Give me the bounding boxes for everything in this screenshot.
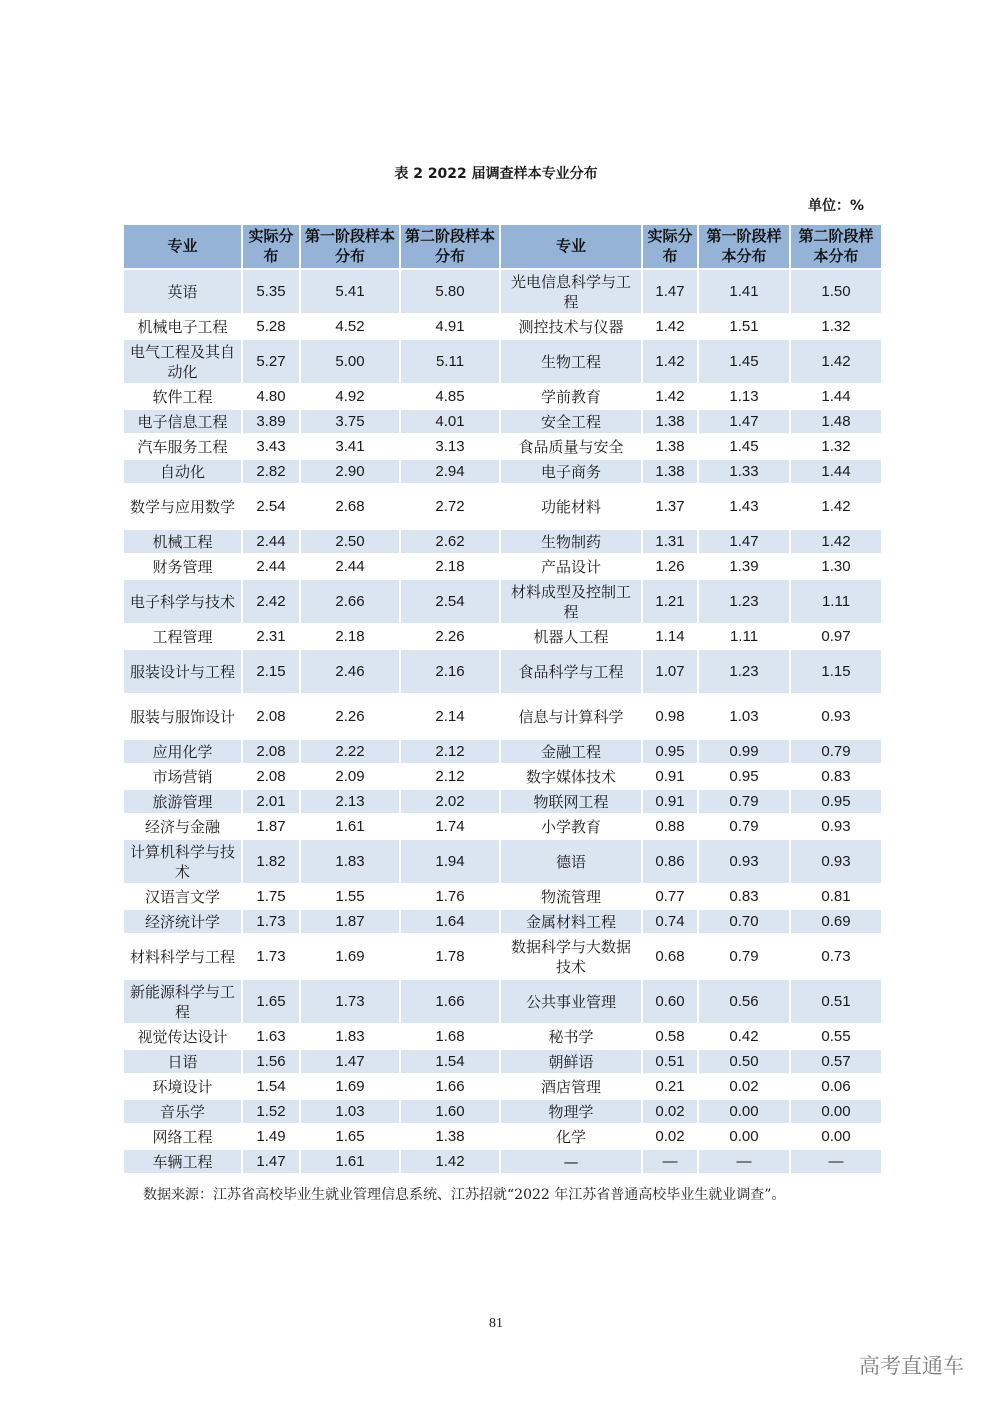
table-row [124,484,882,529]
value-cell: 1.07 [642,649,698,694]
value-cell: 1.38 [642,459,698,484]
value-cell: 1.50 [790,269,882,314]
major-name-cell: 机械工程 [124,529,242,554]
header-actual: 实际分布 [242,225,300,269]
value-cell: 2.44 [242,554,300,579]
value-cell: 1.69 [300,934,400,979]
table-row [124,909,882,934]
value-cell: 0.88 [642,814,698,839]
value-cell: 1.56 [242,1049,300,1074]
table-row [124,1074,882,1099]
major-name-cell: 经济与金融 [124,814,242,839]
value-cell: 1.87 [300,909,400,934]
watermark-text: 高考直通车 [859,1354,964,1378]
major-name-cell: 生物工程 [500,339,642,384]
table-row [124,739,882,764]
value-cell: 4.80 [242,384,300,409]
value-cell: 0.56 [698,979,790,1024]
value-cell: 0.57 [790,1049,882,1074]
value-cell: 1.47 [698,529,790,554]
major-name-cell: 自动化 [124,459,242,484]
value-cell: 1.55 [300,884,400,909]
value-cell: 2.94 [400,459,500,484]
table-row [124,884,882,909]
unit-label: 单位：% [807,198,864,214]
major-name-cell: 财务管理 [124,554,242,579]
table-title: 表 2 2022 届调查样本专业分布 [394,166,598,182]
value-cell: 1.21 [642,579,698,624]
value-cell: 3.75 [300,409,400,434]
table-row [124,579,882,624]
major-name-cell: 旅游管理 [124,789,242,814]
table-row [124,789,882,814]
value-cell: 0.02 [642,1099,698,1124]
value-cell: 1.73 [242,909,300,934]
value-cell: 3.43 [242,434,300,459]
major-name-cell: 学前教育 [500,384,642,409]
value-cell: 2.08 [242,694,300,739]
value-cell: 1.32 [790,434,882,459]
value-cell: 1.42 [790,484,882,529]
major-name-cell: 网络工程 [124,1124,242,1149]
value-cell: 2.46 [300,649,400,694]
value-cell: 1.42 [790,339,882,384]
page-number: 81 [489,1316,503,1331]
value-cell: 0.93 [790,694,882,739]
value-cell: 2.82 [242,459,300,484]
table-row [124,409,882,434]
major-distribution-table [124,225,883,1175]
major-name-cell: 电子商务 [500,459,642,484]
value-cell: 2.26 [300,694,400,739]
value-cell: 1.39 [698,554,790,579]
value-cell: 0.95 [642,739,698,764]
value-cell: 1.83 [300,839,400,884]
value-cell: 2.66 [300,579,400,624]
value-cell: 3.41 [300,434,400,459]
value-cell: 2.08 [242,764,300,789]
table-row [124,1149,882,1174]
value-cell: 1.37 [642,484,698,529]
major-name-cell: 视觉传达设计 [124,1024,242,1049]
major-name-cell: 服装与服饰设计 [124,694,242,739]
value-cell: — [790,1149,882,1174]
table-row [124,434,882,459]
major-name-cell: 安全工程 [500,409,642,434]
header-major: 专业 [500,225,642,269]
table-row [124,649,882,694]
value-cell: 5.27 [242,339,300,384]
value-cell: 0.79 [698,814,790,839]
value-cell: 5.80 [400,269,500,314]
value-cell: 1.14 [642,624,698,649]
value-cell: 1.54 [400,1049,500,1074]
table-row [124,1124,882,1149]
value-cell: 1.31 [642,529,698,554]
value-cell: 2.54 [400,579,500,624]
value-cell: 1.64 [400,909,500,934]
value-cell: 0.00 [698,1099,790,1124]
value-cell: 5.00 [300,339,400,384]
value-cell: 1.76 [400,884,500,909]
table-row [124,384,882,409]
table-row [124,529,882,554]
value-cell: 0.02 [642,1124,698,1149]
value-cell: 5.35 [242,269,300,314]
value-cell: 1.42 [642,339,698,384]
value-cell: 1.38 [642,434,698,459]
major-name-cell: 功能材料 [500,484,642,529]
major-name-cell: 测控技术与仪器 [500,314,642,339]
value-cell: 1.42 [642,384,698,409]
value-cell: 1.73 [300,979,400,1024]
major-name-cell: 经济统计学 [124,909,242,934]
value-cell: 0.00 [790,1124,882,1149]
table-row [124,814,882,839]
major-name-cell: 朝鲜语 [500,1049,642,1074]
value-cell: 1.61 [300,1149,400,1174]
value-cell: 2.12 [400,739,500,764]
value-cell: 0.06 [790,1074,882,1099]
header-major: 专业 [124,225,242,269]
value-cell: 2.09 [300,764,400,789]
value-cell: 0.79 [790,739,882,764]
major-name-cell: 汉语言文学 [124,884,242,909]
value-cell: 2.54 [242,484,300,529]
table-row [124,839,882,884]
value-cell: 0.95 [698,764,790,789]
value-cell: 1.42 [642,314,698,339]
table-row [124,934,882,979]
value-cell: 0.51 [790,979,882,1024]
major-name-cell: 应用化学 [124,739,242,764]
major-name-cell: 德语 [500,839,642,884]
value-cell: 1.49 [242,1124,300,1149]
value-cell: 1.15 [790,649,882,694]
value-cell: 2.26 [400,624,500,649]
major-name-cell: 市场营销 [124,764,242,789]
value-cell: 2.62 [400,529,500,554]
major-name-cell: 数字媒体技术 [500,764,642,789]
value-cell: 2.15 [242,649,300,694]
value-cell: 0.91 [642,789,698,814]
value-cell: 2.13 [300,789,400,814]
value-cell: 2.01 [242,789,300,814]
value-cell: 1.73 [242,934,300,979]
value-cell: 1.82 [242,839,300,884]
header-stage2: 第二阶段样本分布 [790,225,882,269]
major-name-cell: 汽车服务工程 [124,434,242,459]
value-cell: 0.73 [790,934,882,979]
header-stage1: 第一阶段样本分布 [698,225,790,269]
table-row [124,554,882,579]
value-cell: 1.48 [790,409,882,434]
value-cell: 2.90 [300,459,400,484]
value-cell: 0.69 [790,909,882,934]
major-name-cell: 新能源科学与工程 [124,979,242,1024]
value-cell: 2.50 [300,529,400,554]
header-stage2: 第二阶段样本分布 [400,225,500,269]
value-cell: 0.83 [698,884,790,909]
value-cell: 0.51 [642,1049,698,1074]
value-cell: 1.61 [300,814,400,839]
value-cell: 0.79 [698,934,790,979]
value-cell: 4.92 [300,384,400,409]
major-name-cell: 物理学 [500,1099,642,1124]
table-row [124,764,882,789]
major-name-cell: 机械电子工程 [124,314,242,339]
major-name-cell: 物联网工程 [500,789,642,814]
value-cell: 0.93 [790,839,882,884]
major-name-cell: 服装设计与工程 [124,649,242,694]
major-name-cell: 金属材料工程 [500,909,642,934]
value-cell: 3.13 [400,434,500,459]
value-cell: 0.68 [642,934,698,979]
value-cell: 0.50 [698,1049,790,1074]
value-cell: 1.43 [698,484,790,529]
value-cell: 1.66 [400,979,500,1024]
value-cell: 5.28 [242,314,300,339]
value-cell: 2.68 [300,484,400,529]
major-name-cell: 食品质量与安全 [500,434,642,459]
major-name-cell: 音乐学 [124,1099,242,1124]
table-row [124,1099,882,1124]
major-name-cell: 光电信息科学与工程 [500,269,642,314]
major-name-cell: 车辆工程 [124,1149,242,1174]
value-cell: 5.41 [300,269,400,314]
table-row [124,1024,882,1049]
value-cell: 4.85 [400,384,500,409]
major-name-cell: 秘书学 [500,1024,642,1049]
value-cell: 2.16 [400,649,500,694]
table-row [124,979,882,1024]
data-source-note: 数据来源：江苏省高校毕业生就业管理信息系统、江苏招就“2022 年江苏省普通高校毕业生就业调查”。 [143,1187,786,1203]
value-cell: 1.83 [300,1024,400,1049]
value-cell: 2.72 [400,484,500,529]
value-cell: 0.77 [642,884,698,909]
major-name-cell: 公共事业管理 [500,979,642,1024]
table-header-row [124,225,882,269]
value-cell: 1.44 [790,459,882,484]
major-name-cell: 化学 [500,1124,642,1149]
value-cell: 0.93 [698,839,790,884]
value-cell: 0.99 [698,739,790,764]
value-cell: 2.02 [400,789,500,814]
value-cell: 2.18 [400,554,500,579]
value-cell: 1.52 [242,1099,300,1124]
value-cell: 2.42 [242,579,300,624]
value-cell: 0.86 [642,839,698,884]
value-cell: 1.69 [300,1074,400,1099]
value-cell: 0.83 [790,764,882,789]
major-name-cell: 生物制药 [500,529,642,554]
table-row [124,339,882,384]
header-actual: 实际分布 [642,225,698,269]
value-cell: 0.02 [698,1074,790,1099]
value-cell: 0.93 [790,814,882,839]
table-row [124,459,882,484]
value-cell: 1.87 [242,814,300,839]
value-cell: 1.78 [400,934,500,979]
major-name-cell: 电气工程及其自动化 [124,339,242,384]
value-cell: 1.23 [698,579,790,624]
value-cell: 0.95 [790,789,882,814]
major-name-cell: 机器人工程 [500,624,642,649]
value-cell: 2.18 [300,624,400,649]
value-cell: 0.21 [642,1074,698,1099]
value-cell: 0.00 [698,1124,790,1149]
major-name-cell: 食品科学与工程 [500,649,642,694]
value-cell: 5.11 [400,339,500,384]
value-cell: 1.45 [698,434,790,459]
table-row [124,694,882,739]
value-cell: 1.42 [400,1149,500,1174]
value-cell: 1.47 [300,1049,400,1074]
value-cell: 1.66 [400,1074,500,1099]
value-cell: 2.31 [242,624,300,649]
value-cell: 1.23 [698,649,790,694]
value-cell: 0.60 [642,979,698,1024]
value-cell: 1.47 [642,269,698,314]
major-name-cell: 电子信息工程 [124,409,242,434]
value-cell: 1.11 [790,579,882,624]
value-cell: 1.54 [242,1074,300,1099]
value-cell: 4.52 [300,314,400,339]
value-cell: 0.91 [642,764,698,789]
value-cell: — [698,1149,790,1174]
major-name-cell: 电子科学与技术 [124,579,242,624]
value-cell: 1.94 [400,839,500,884]
table-row [124,1049,882,1074]
value-cell: 0.81 [790,884,882,909]
value-cell: 1.38 [642,409,698,434]
major-name-cell: 计算机科学与技术 [124,839,242,884]
value-cell: 0.42 [698,1024,790,1049]
table-row [124,314,882,339]
value-cell: 2.12 [400,764,500,789]
value-cell: 2.14 [400,694,500,739]
value-cell: 0.74 [642,909,698,934]
major-name-cell: 环境设计 [124,1074,242,1099]
major-name-cell: 软件工程 [124,384,242,409]
value-cell: 1.45 [698,339,790,384]
value-cell: 1.11 [698,624,790,649]
value-cell: 4.01 [400,409,500,434]
major-name-cell: 物流管理 [500,884,642,909]
major-name-cell: 产品设计 [500,554,642,579]
value-cell: 1.68 [400,1024,500,1049]
major-name-cell: 材料成型及控制工程 [500,579,642,624]
value-cell: 1.44 [790,384,882,409]
major-name-cell: 小学教育 [500,814,642,839]
value-cell: 1.03 [698,694,790,739]
value-cell: 1.74 [400,814,500,839]
value-cell: 1.41 [698,269,790,314]
value-cell: 0.00 [790,1099,882,1124]
major-name-cell: 酒店管理 [500,1074,642,1099]
value-cell: 4.91 [400,314,500,339]
value-cell: 3.89 [242,409,300,434]
major-name-cell: 金融工程 [500,739,642,764]
major-name-cell: 工程管理 [124,624,242,649]
value-cell: 1.32 [790,314,882,339]
value-cell: 0.98 [642,694,698,739]
value-cell: 2.08 [242,739,300,764]
value-cell: 1.47 [698,409,790,434]
value-cell: 1.26 [642,554,698,579]
value-cell: 0.79 [698,789,790,814]
value-cell: 1.03 [300,1099,400,1124]
major-name-cell: 英语 [124,269,242,314]
major-name-cell: 数据科学与大数据技术 [500,934,642,979]
value-cell: 1.65 [242,979,300,1024]
major-name-cell: 信息与计算科学 [500,694,642,739]
major-name-cell: 材料科学与工程 [124,934,242,979]
value-cell: 0.97 [790,624,882,649]
value-cell: 2.22 [300,739,400,764]
value-cell: 0.55 [790,1024,882,1049]
value-cell: 2.44 [300,554,400,579]
major-name-cell: — [500,1149,642,1174]
value-cell: 1.30 [790,554,882,579]
value-cell: 1.51 [698,314,790,339]
major-name-cell: 数学与应用数学 [124,484,242,529]
value-cell: 0.70 [698,909,790,934]
header-stage1: 第一阶段样本分布 [300,225,400,269]
value-cell: 1.75 [242,884,300,909]
value-cell: 1.60 [400,1099,500,1124]
table-row [124,269,882,314]
value-cell: — [642,1149,698,1174]
value-cell: 0.58 [642,1024,698,1049]
table-row [124,624,882,649]
value-cell: 1.13 [698,384,790,409]
value-cell: 1.38 [400,1124,500,1149]
value-cell: 1.33 [698,459,790,484]
value-cell: 1.47 [242,1149,300,1174]
value-cell: 1.63 [242,1024,300,1049]
major-name-cell: 日语 [124,1049,242,1074]
value-cell: 2.44 [242,529,300,554]
value-cell: 1.42 [790,529,882,554]
value-cell: 1.65 [300,1124,400,1149]
